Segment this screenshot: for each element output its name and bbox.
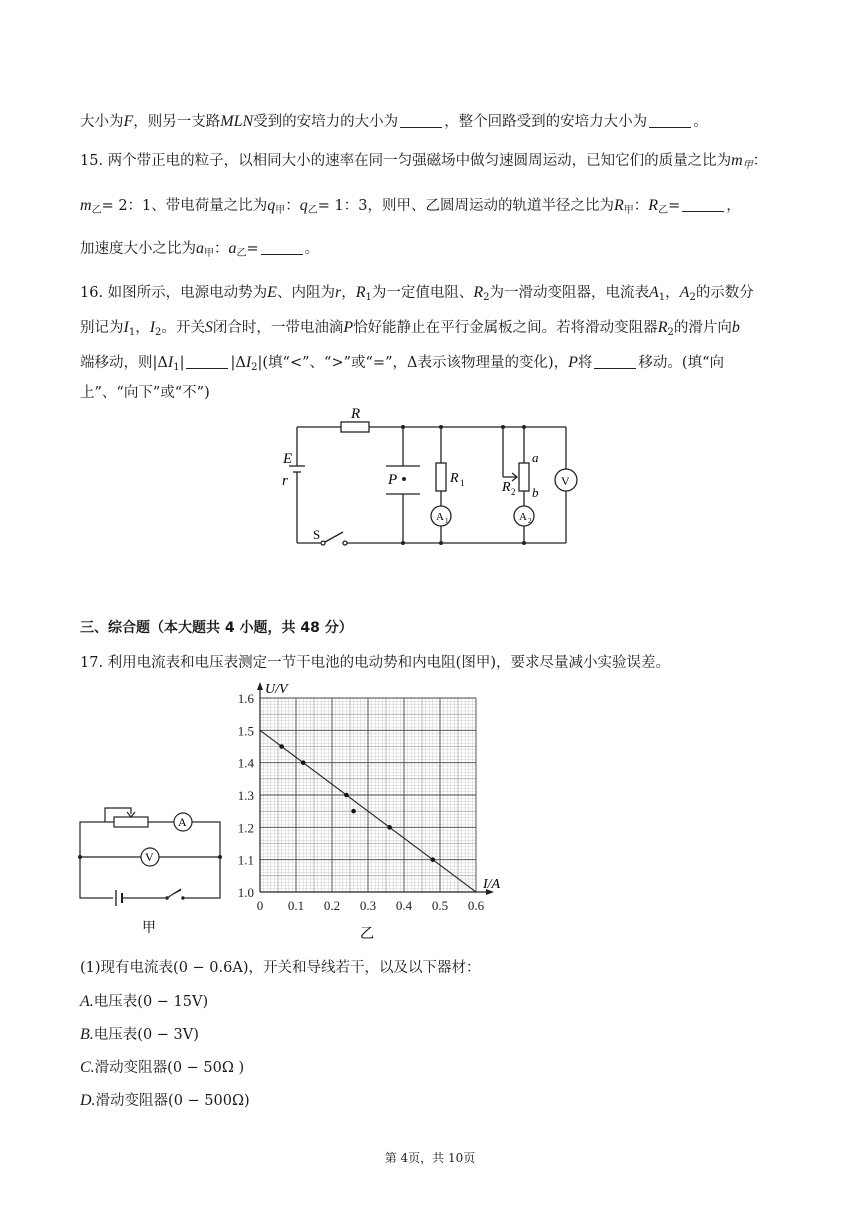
option-text: 电压表(0 − 3V) [93, 1027, 199, 1043]
symbol: R [648, 197, 659, 214]
text: = [668, 198, 681, 214]
text: 恰好能静止在平行金属板之间。若将滑动变阻器 [353, 320, 658, 336]
symbol: a [196, 240, 204, 257]
text: 端移动，则|Δ [80, 355, 168, 371]
x-tick-label: 0.3 [359, 898, 377, 913]
answer-blank[interactable] [400, 114, 442, 128]
symbol: I [149, 319, 156, 336]
page-footer: 第 4页，共 10页 [384, 1151, 476, 1165]
option-text: 电压表(0 − 15V) [93, 994, 209, 1010]
figure-caption-jia: 甲 [142, 921, 156, 936]
option-letter: D. [80, 1092, 96, 1109]
symbol: m [731, 152, 743, 169]
text: ： [214, 241, 229, 257]
ammeter-A2-label: A [519, 511, 527, 523]
text: 。 [304, 241, 320, 257]
u-i-graph [230, 678, 510, 948]
ammeter-label: A [178, 815, 187, 829]
subscript: 1 [173, 362, 180, 373]
text: 移动。(填“向 [638, 355, 724, 371]
data-point [279, 744, 284, 749]
subscript: 甲 [742, 160, 753, 171]
x-axis-label: I/A [483, 877, 501, 892]
option-letter: B. [80, 1026, 94, 1043]
text: ： [633, 198, 649, 214]
circuit-diagram-q16 [270, 400, 590, 560]
text: = 1：3，则甲、乙圆周运动的轨道半径之比为 [317, 198, 614, 214]
subscript: 2 [251, 362, 258, 373]
x-tick-label: 0.6 [467, 898, 485, 913]
data-point [387, 825, 392, 830]
text: 大小为 [80, 114, 124, 130]
text: 。 [693, 114, 708, 130]
data-point [344, 793, 349, 798]
x-tick-label: 0.4 [395, 898, 413, 913]
voltmeter-label: V [145, 850, 154, 864]
figure-caption-yi: 乙 [360, 927, 374, 942]
question-15-line-2 [80, 196, 741, 221]
symbol: S [204, 319, 213, 336]
label-R2-sub: 2 [511, 487, 516, 497]
symbol: R [473, 284, 484, 301]
text: ， [135, 320, 150, 336]
data-point [351, 809, 356, 814]
text: ： [752, 153, 768, 169]
question-15-line-1 [80, 151, 767, 176]
text: |Δ [230, 355, 246, 371]
circuit-diagram-jia [70, 800, 230, 940]
question-17-stem: 17. 利用电流表和电压表测定一节干电池的电动势和内电阻(图甲)，要求尽量减小实验误差。 [80, 655, 670, 671]
subscript: 2 [155, 327, 162, 338]
option-A [80, 992, 208, 1012]
x-tick-label: 0 [256, 898, 264, 913]
text: = [246, 241, 259, 257]
subscript: 乙 [307, 205, 318, 216]
subscript: 乙 [658, 205, 669, 216]
question-16-line-4 [80, 383, 210, 403]
symbol: q [267, 197, 276, 214]
text: ， [726, 198, 741, 214]
option-letter: C. [80, 1059, 95, 1076]
y-tick-label: 1.3 [237, 788, 254, 803]
y-axis-arrow [257, 682, 263, 690]
option-B [80, 1025, 199, 1045]
symbol: E [267, 284, 277, 301]
text: 16. 如图所示，电源电动势为 [80, 285, 268, 301]
text: 将 [577, 355, 593, 371]
symbol: A [679, 284, 690, 301]
answer-blank[interactable] [649, 114, 691, 128]
subscript: 甲 [623, 205, 634, 216]
text: 、内阻为 [276, 285, 335, 301]
symbol: F [123, 113, 134, 130]
text: = 2：1、带电荷量之比为 [101, 198, 268, 214]
y-tick-label: 1.6 [237, 691, 254, 706]
text: ，整个回路受到的安培力大小为 [444, 114, 648, 130]
ammeter-A1-sub: 1 [445, 517, 449, 525]
y-tick-label: 1.4 [237, 755, 254, 771]
question-16-line-2 [80, 318, 740, 343]
label-r: r [282, 473, 288, 489]
text: 15. 两个带正电的粒子，以相同大小的速率在同一匀强磁场中做匀速圆周运动，已知它们的质量之比为 [80, 153, 732, 169]
label-E: E [283, 451, 293, 467]
text-line [80, 112, 708, 132]
x-tick-label: 0.5 [431, 898, 449, 913]
question-16-line-3 [80, 353, 724, 378]
x-tick-label: 0.2 [323, 898, 341, 913]
symbol: b [731, 319, 740, 336]
subscript: 1 [658, 292, 666, 303]
y-tick-label: 1.1 [237, 852, 254, 868]
option-D [80, 1091, 250, 1111]
data-point [301, 760, 306, 765]
answer-blank[interactable] [186, 355, 228, 369]
subscript: 2 [689, 292, 696, 303]
label-R1-sub: 1 [460, 478, 465, 488]
subscript: 乙 [91, 205, 102, 216]
text: 的滑片向 [673, 320, 732, 336]
label-R2: R [502, 480, 511, 495]
text: ， [341, 285, 356, 301]
question-17-part-1: (1)现有电流表(0 − 0.6A)，开关和导线若干，以及以下器材： [80, 960, 481, 976]
answer-blank[interactable] [594, 355, 636, 369]
subscript: 甲 [275, 205, 286, 216]
question-15-line-3 [80, 239, 319, 264]
y-axis-label: U/V [265, 682, 288, 697]
option-text: 滑动变阻器(0 − 500Ω) [95, 1093, 250, 1109]
symbol: R [657, 319, 668, 336]
symbol: q [299, 197, 308, 214]
voltmeter-label: V [561, 474, 570, 488]
option-letter: A. [80, 993, 94, 1010]
label-R: R [351, 406, 361, 422]
option-C [80, 1058, 244, 1078]
data-point [431, 857, 436, 862]
label-b: b [532, 485, 539, 500]
symbol: P [568, 354, 578, 371]
label-R1: R [450, 471, 459, 486]
symbol: I [245, 354, 252, 371]
subscript: 2 [483, 292, 490, 303]
text: 受到的安培力的大小为 [253, 114, 399, 130]
symbol: A [649, 284, 659, 301]
text: 。开关 [161, 320, 205, 336]
text: ，则另一支路 [133, 114, 221, 130]
text: 为一滑动变阻器，电流表 [489, 285, 649, 301]
symbol: I [167, 354, 174, 371]
question-16-line-1 [80, 283, 754, 308]
text: | [179, 355, 185, 371]
subscript: 甲 [204, 248, 214, 259]
text: 闭合时，一带电油滴 [212, 320, 344, 336]
x-tick-label: 0.1 [287, 898, 305, 913]
label-a: a [532, 450, 539, 465]
symbol: r [334, 284, 342, 301]
symbol: R [614, 197, 624, 214]
subscript: 1 [128, 327, 136, 338]
text: 为一定值电阻、 [371, 285, 474, 301]
symbol: m [80, 197, 92, 214]
symbol: P [343, 319, 354, 336]
text: ， [665, 285, 680, 301]
symbol: MLN [220, 113, 254, 130]
y-tick-label: 1.0 [237, 885, 254, 900]
ammeter-A1-label: A [436, 511, 444, 523]
answer-blank[interactable] [682, 198, 724, 212]
text: |(填“<”、“>”或“=”，Δ表示该物理量的变化)， [257, 355, 569, 371]
subscript: 1 [365, 292, 372, 303]
section-heading: 三、综合题（本大题共 4 小题，共 48 分） [80, 620, 353, 636]
text: 上”、“向下”或“不”) [80, 385, 210, 401]
text: 的示数分 [695, 285, 754, 301]
text: 别记为 [80, 320, 124, 336]
y-tick-label: 1.5 [237, 723, 254, 739]
ammeter-A2-sub: 2 [528, 517, 532, 525]
symbol: R [355, 284, 366, 301]
option-text: 滑动变阻器(0 − 50Ω ) [94, 1060, 245, 1076]
label-P: P [388, 472, 398, 488]
symbol: I [123, 319, 129, 336]
answer-blank[interactable] [261, 241, 303, 255]
text: 加速度大小之比为 [80, 241, 196, 257]
label-S: S [313, 527, 321, 542]
subscript: 乙 [236, 248, 247, 259]
y-tick-label: 1.2 [237, 820, 254, 836]
subscript: 2 [667, 327, 674, 338]
text: ： [285, 198, 300, 214]
symbol: a [228, 240, 237, 257]
